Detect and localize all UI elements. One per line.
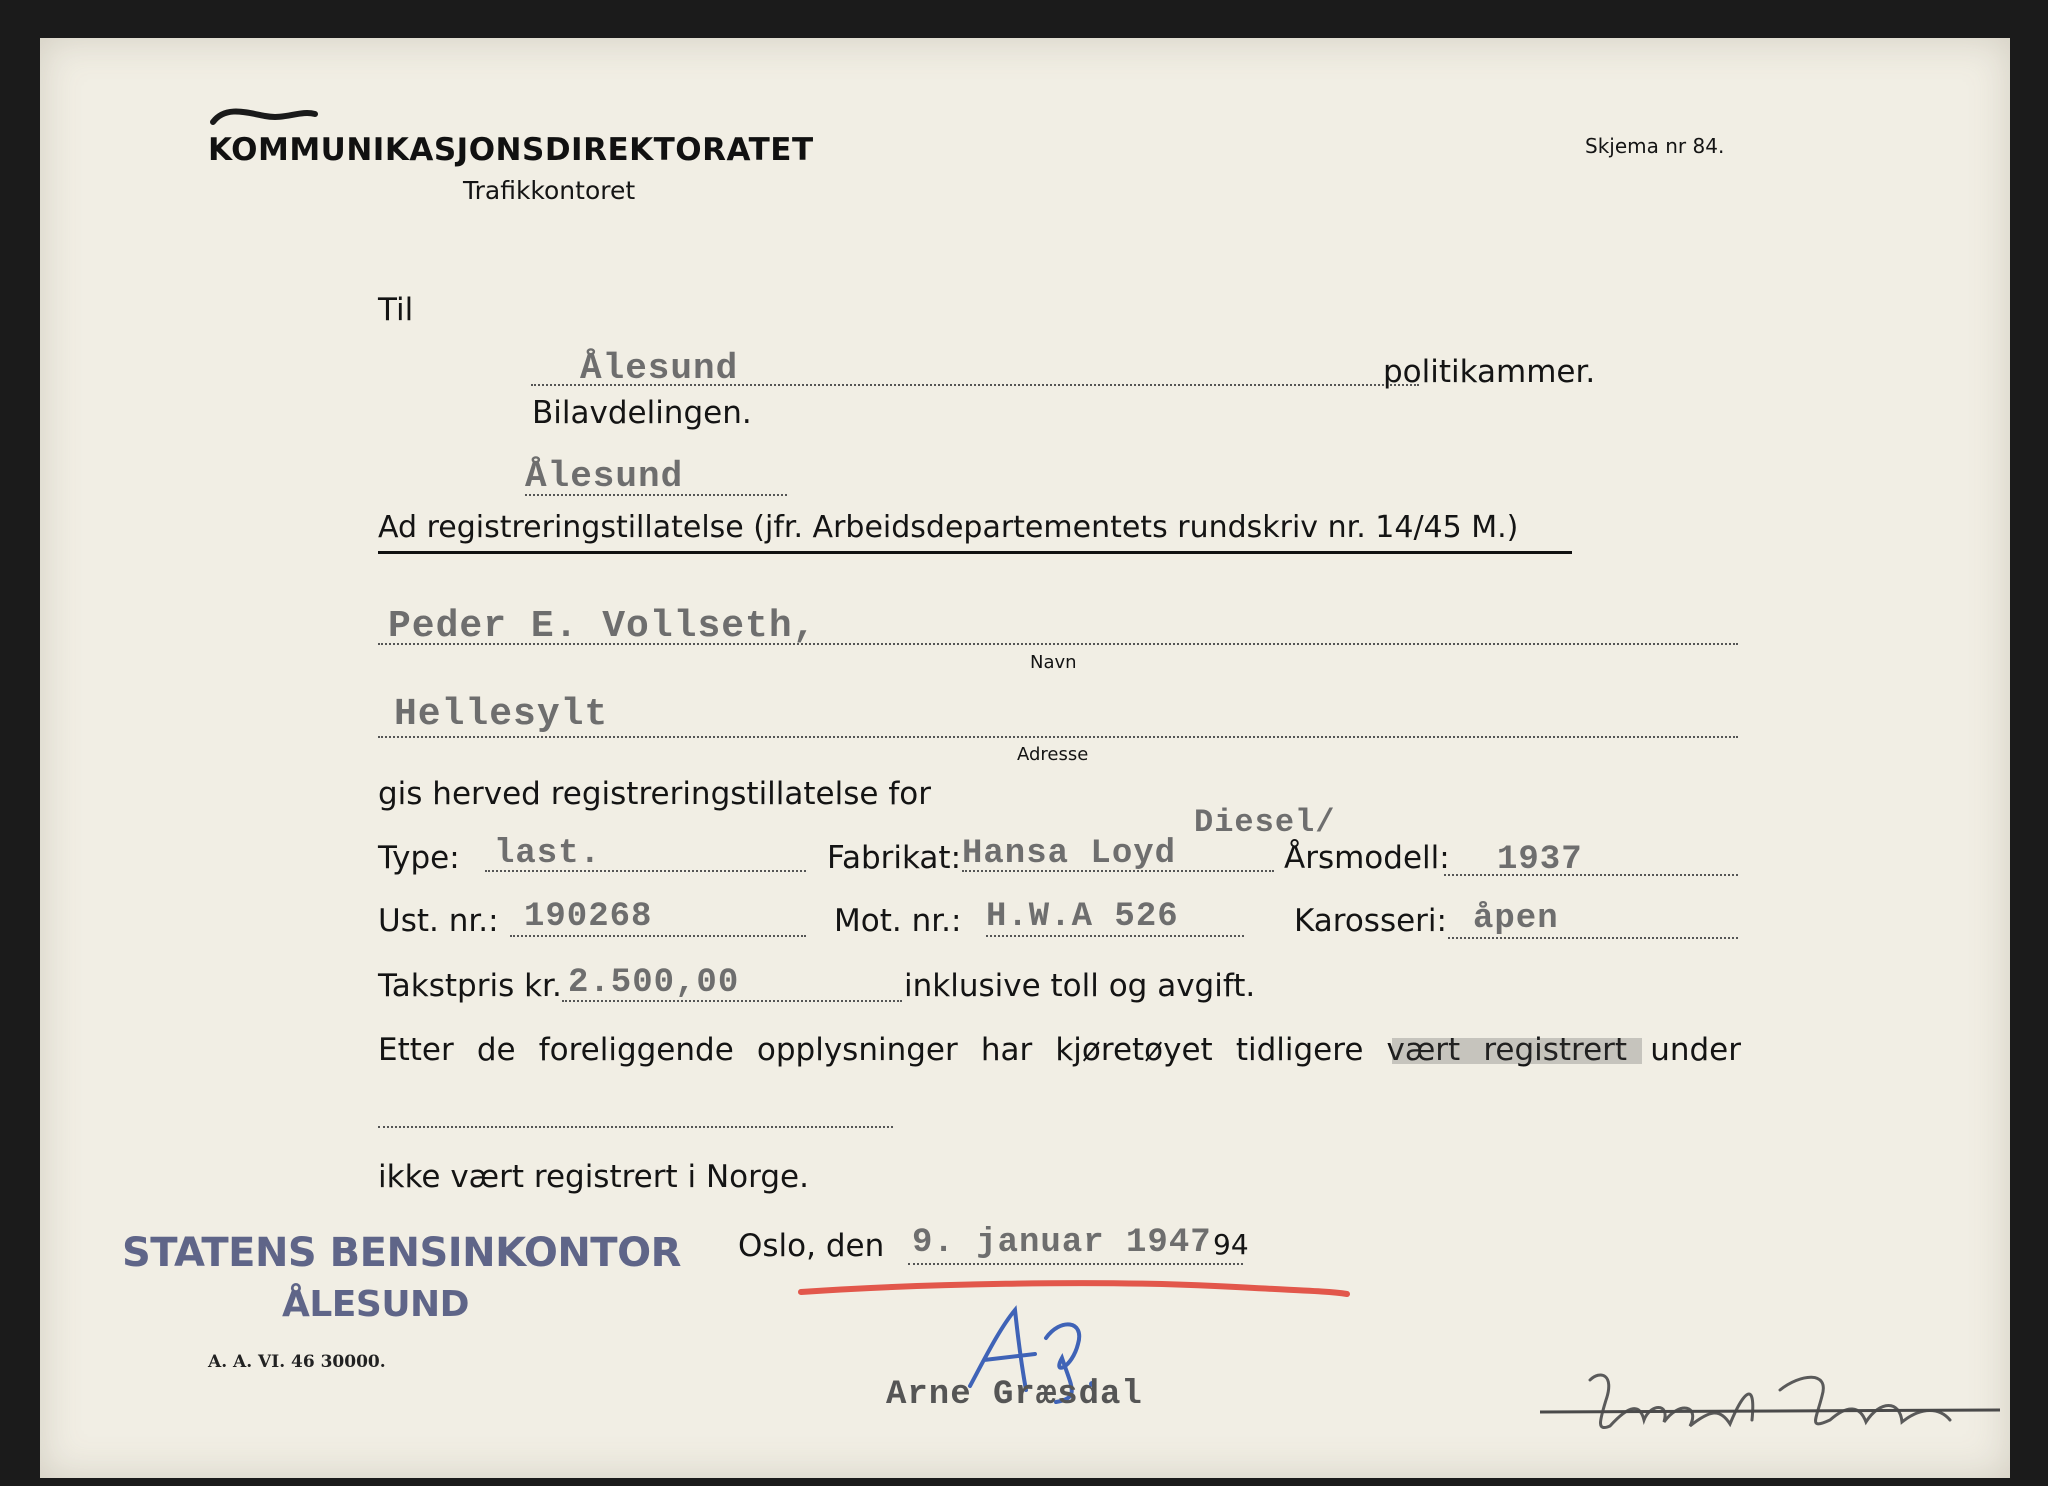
- intro-text: gis herved registreringstillatelse for: [378, 776, 931, 812]
- arsmodell-label: Årsmodell:: [1284, 840, 1450, 876]
- stamp-line-2: ÅLESUND: [282, 1284, 470, 1325]
- ust-label: Ust. nr.:: [378, 903, 499, 939]
- til-label: Til: [378, 292, 414, 328]
- not-registered-text: ikke vært registrert i Norge.: [378, 1159, 809, 1195]
- date-year-suffix: 94: [1213, 1228, 1249, 1261]
- owner-name-typed: Peder E. Vollseth,: [388, 605, 817, 648]
- bilavdelingen-label: Bilavdelingen.: [532, 395, 752, 431]
- politikammer-label: politikammer.: [1383, 354, 1596, 390]
- previous-registration-line: [378, 1126, 893, 1128]
- address-caption: Adresse: [1017, 744, 1089, 765]
- handwritten-signature: [1530, 1360, 2010, 1450]
- ink-mark: [205, 100, 325, 140]
- karosseri-line: [1448, 937, 1738, 939]
- previous-registration-text: Etter de foreliggende opplysninger har kjøretøyet tidligere vært registrert under: [378, 1032, 1741, 1068]
- karosseri-label: Karosseri:: [1294, 903, 1447, 939]
- bilavdeling-city-line: [525, 494, 787, 496]
- mot-value: H.W.A 526: [986, 898, 1179, 936]
- print-code: A. A. VI. 46 30000.: [208, 1352, 386, 1372]
- department-name: Trafikkontoret: [463, 176, 636, 205]
- strikeout-overtype: [1392, 1038, 1642, 1064]
- signatory-typed-name: Arne Græsdal: [886, 1376, 1143, 1414]
- owner-address-typed: Hellesylt: [394, 693, 609, 736]
- place-date-label: Oslo, den: [738, 1228, 885, 1264]
- takst-value: 2.500,00: [568, 964, 740, 1002]
- mot-label: Mot. nr.:: [834, 903, 962, 939]
- type-label: Type:: [378, 840, 460, 876]
- mot-line: [986, 935, 1244, 937]
- type-value: last.: [494, 835, 602, 873]
- owner-address-line: [378, 736, 1738, 738]
- subject-underline: [378, 551, 1572, 554]
- bilavdeling-city-typed: Ålesund: [525, 456, 684, 497]
- takst-suffix: inklusive toll og avgift.: [904, 968, 1256, 1004]
- ust-line: [510, 935, 806, 937]
- police-city-line: [531, 384, 1419, 386]
- organization-name: KOMMUNIKASJONSDIREKTORATET: [208, 132, 814, 168]
- ust-value: 190268: [524, 898, 653, 936]
- fabrikat-extra: Diesel/: [1194, 804, 1336, 841]
- arsmodell-value: 1937: [1497, 841, 1583, 879]
- name-caption: Navn: [1030, 652, 1077, 673]
- type-line: [485, 870, 806, 872]
- form-number: Skjema nr 84.: [1585, 134, 1725, 158]
- karosseri-value: åpen: [1473, 900, 1559, 938]
- fabrikat-value: Hansa Loyd: [962, 835, 1177, 873]
- takst-line: [562, 1000, 902, 1002]
- fabrikat-label: Fabrikat:: [827, 840, 962, 876]
- owner-name-line: [378, 643, 1738, 645]
- subject-heading: Ad registreringstillatelse (jfr. Arbeidsdepartementets rundskriv nr. 14/45 M.): [378, 510, 1519, 545]
- date-typed: 9. januar 1947: [912, 1224, 1212, 1262]
- takst-label: Takstpris kr.: [378, 968, 562, 1004]
- stamp-line-1: STATENS BENSINKONTOR: [122, 1230, 681, 1276]
- police-city-typed: Ålesund: [580, 348, 739, 389]
- date-line: [908, 1263, 1243, 1265]
- document-page: [40, 38, 2010, 1478]
- arsmodell-line: [1444, 874, 1738, 876]
- fabrikat-line: [962, 870, 1274, 872]
